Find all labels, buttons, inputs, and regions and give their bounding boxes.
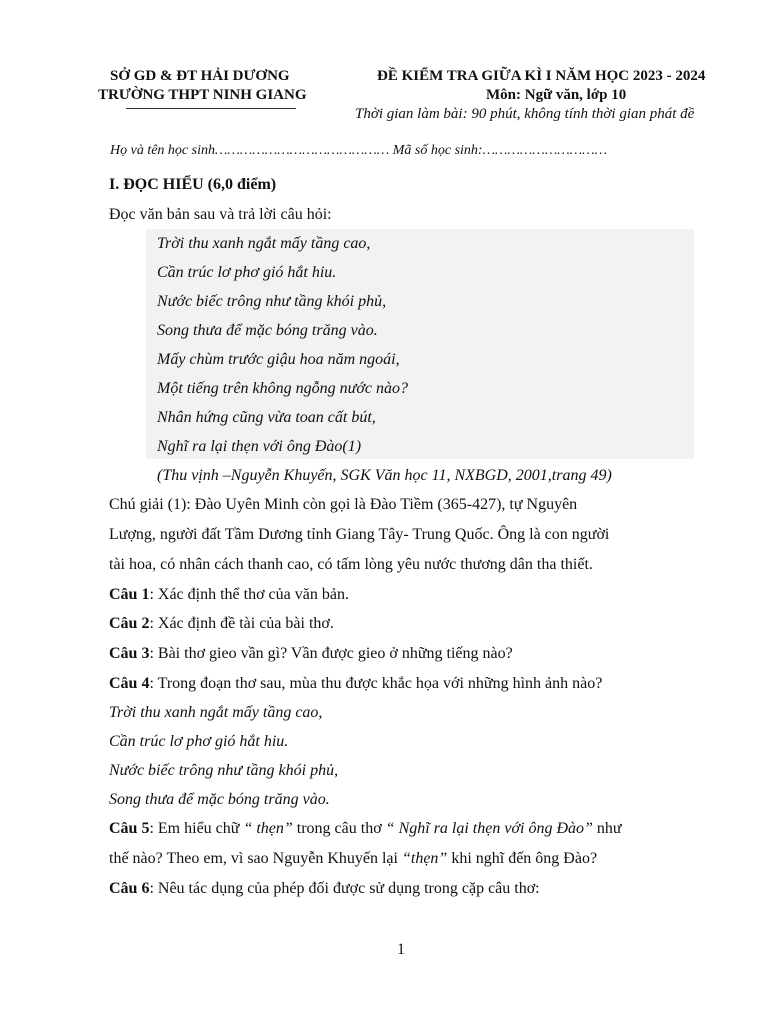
quoted-word: “thẹn” (401, 850, 448, 867)
school-name: TRƯỜNG THPT NINH GIANG (98, 87, 307, 103)
question-text: : Xác định đề tài của bài thơ. (149, 615, 334, 632)
quoted-line: Cần trúc lơ phơ gió hắt hiu. (109, 733, 289, 750)
footnote-line: Lượng, người đất Tầm Dương tỉnh Giang Tây- Trung Quốc. Ông là con người (109, 526, 610, 543)
poem-line: Song thưa để mặc bóng trăng vào. (157, 322, 378, 339)
exam-subject: Môn: Ngữ văn, lớp 10 (486, 87, 627, 103)
question-2 (109, 615, 334, 633)
quoted-line: Nước biếc trông như tầng khói phủ, (109, 762, 339, 779)
poem-line: Một tiếng trên không ngỗng nước nào? (157, 380, 409, 397)
quoted-word: “ thẹn” (243, 820, 293, 837)
question-label: Câu 6 (109, 880, 150, 897)
question-text: : Em hiểu chữ (149, 820, 244, 837)
poem-line: Trời thu xanh ngắt mấy tầng cao, (157, 235, 371, 252)
question-1 (109, 586, 349, 604)
question-text: : Xác định thể thơ của văn bản. (149, 586, 349, 603)
section-instruction: Đọc văn bản sau và trả lời câu hỏi: (109, 206, 332, 223)
question-3 (109, 645, 513, 663)
question-label: Câu 4 (109, 675, 150, 692)
footnote-line: tài hoa, có nhân cách thanh cao, có tấm lòng yêu nước thương dân tha thiết. (109, 556, 593, 573)
question-text: : Bài thơ gieo vần gì? Vần được gieo ở những tiếng nào? (149, 645, 513, 662)
question-text: : Nêu tác dụng của phép đối được sử dụng trong cặp câu thơ: (149, 880, 540, 897)
question-label: Câu 5 (109, 820, 150, 837)
question-text: như (592, 820, 622, 837)
exam-time: Thời gian làm bài: 90 phút, không tính thời gian phát đề (355, 106, 695, 122)
exam-title: ĐỀ KIỂM TRA GIỮA KÌ I NĂM HỌC 2023 - 2024 (377, 68, 706, 84)
question-6 (109, 880, 540, 898)
question-text: trong câu thơ (292, 820, 386, 837)
question-label: Câu 3 (109, 645, 150, 662)
question-text: thế nào? Theo em, vì sao Nguyễn Khuyến lại (109, 850, 402, 867)
quoted-line: Song thưa để mặc bóng trăng vào. (109, 791, 330, 808)
school-underline (126, 108, 296, 109)
question-4 (109, 675, 602, 693)
question-label: Câu 1 (109, 586, 150, 603)
page-number: 1 (397, 941, 405, 958)
question-text: khi nghĩ đến ông Đào? (447, 850, 598, 867)
poem-line: Nhân hứng cũng vừa toan cất bút, (157, 409, 376, 426)
quoted-verse: “ Nghĩ ra lại thẹn với ông Đào” (385, 820, 593, 837)
question-text: : Trong đoạn thơ sau, mùa thu được khắc họa với những hình ảnh nào? (149, 675, 603, 692)
quoted-line: Trời thu xanh ngắt mấy tầng cao, (109, 704, 323, 721)
poem-line: Cần trúc lơ phơ gió hắt hiu. (157, 264, 337, 281)
question-label: Câu 2 (109, 615, 150, 632)
poem-line: Nghĩ ra lại thẹn với ông Đào(1) (157, 438, 362, 455)
department-name: SỞ GD & ĐT HẢI DƯƠNG (110, 68, 290, 84)
question-5 (109, 820, 622, 838)
poem-line: Mấy chùm trước giậu hoa năm ngoái, (157, 351, 400, 368)
poem-line: Nước biếc trông như tầng khói phủ, (157, 293, 387, 310)
footnote-line: Chú giải (1): Đào Uyên Minh còn gọi là Đào Tiềm (365-427), tự Nguyên (109, 496, 578, 513)
section-title: I. ĐỌC HIỂU (6,0 điểm) (109, 176, 277, 193)
student-info-line: Họ và tên học sinh…………………………………… Mã số học sinh:………………………… (110, 143, 608, 158)
poem-source: (Thu vịnh –Nguyễn Khuyến, SGK Văn học 11, NXBGD, 2001,trang 49) (157, 467, 612, 484)
question-5-continued (109, 850, 597, 868)
